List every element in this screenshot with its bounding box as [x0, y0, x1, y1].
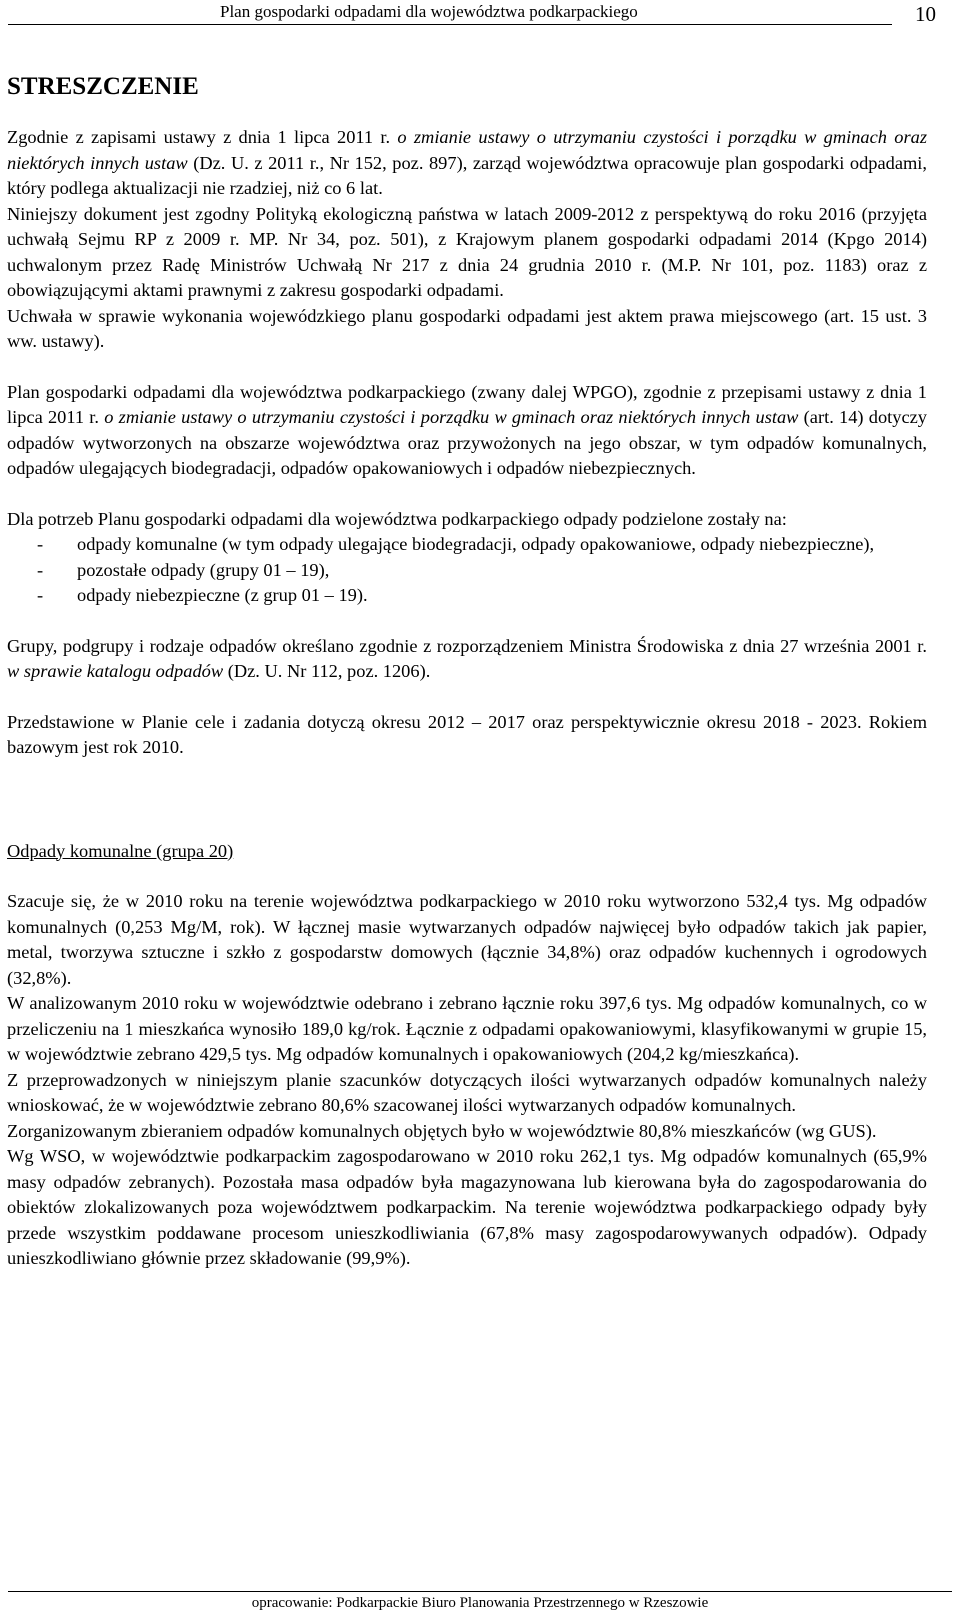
act-title-italic: o zmianie ustawy o utrzymaniu czystości i porządku w gminach oraz niektórych innych ustaw — [104, 407, 799, 427]
division-intro: Dla potrzeb Planu gospodarki odpadami dla województwa podkarpackiego odpady podzielone zostały na: — [7, 508, 787, 529]
section-heading: STRESZCZENIE — [7, 73, 199, 100]
list-item: - odpady komunalne (w tym odpady ulegające biodegradacji, odpady opakowaniowe, odpady niebezpieczne), — [37, 534, 875, 554]
municipal-paragraph: Szacuje się, że w 2010 roku na terenie województwa podkarpackiego w 2010 roku wytworzono 532,4 tys. Mg odpadów komunalnych (0,253 Mg/M, rok). W łącznej masie wytwarzanych odpadów najwięcej było odpadów takich jak papier, metal, tworzywa sztuczne i szkło z gospodarstw domowych (łącznie 34,8%) oraz odpadów kuchennych i ogrodowych (32,8%). — [7, 891, 927, 988]
act-title-italic: o zmianie ustawy o utrzymaniu czystości i porządku w gminach oraz niektórych innych ustaw — [7, 127, 927, 173]
waste-category-list — [7, 532, 927, 609]
document-body — [7, 125, 927, 1272]
catalog-paragraph: Grupy, podgrupy i rodzaje odpadów określano zgodnie z rozporządzeniem Ministra Środowiska z dnia 27 września 2001 r. w sprawie katalogu odpadów (Dz. U. Nr 112, poz. 1206). — [7, 635, 927, 681]
municipal-paragraph: W analizowanym 2010 roku w województwie odebrano i zebrano łącznie roku 397,6 tys. Mg odpadów komunalnych, co w przeliczeniu na 1 mieszkańca wynosiło 189,0 kg/rok. Łącznie z odpadami opakowaniowymi, klasyfikowanymi w grupie 15, w województwie zebrano 429,5 tys. Mg odpadów komunalnych i opakowaniowych (204,2 kg/mieszkańca). — [7, 993, 927, 1064]
header-divider — [8, 24, 892, 25]
municipal-paragraph: Wg WSO, w województwie podkarpackim zagospodarowano w 2010 roku 262,1 tys. Mg odpadów komunalnych (65,9% masy odpadów zebranych). Pozostała masa odpadów była magazynowana lub kierowana była do zagospodarowania do obiektów zlokalizowanych poza województwem podkarpackim. Na terenie województwa podkarpackiego odpady były przede wszystkim poddawane procesom unieszkodliwiania (67,8% masy zagospodarowywanych odpadów). Odpady unieszkodliwiano głównie przez składowanie (99,9%). — [7, 1146, 927, 1268]
page-footer: opracowanie: Podkarpackie Biuro Planowania Przestrzennego w Rzeszowie — [251, 1595, 709, 1611]
municipal-paragraph: Z przeprowadzonych w niniejszym planie szacunków dotyczących ilości wytwarzanych odpadów komunalnych należy wnioskować, że w województwie zebrano 80,6% szacowanej ilości wytwarzanych odpadów komunalnych. — [7, 1069, 927, 1115]
running-header-title: Plan gospodarki odpadami dla województwa podkarpackiego — [220, 2, 638, 21]
regulation-title-italic: w sprawie katalogu odpadów — [7, 661, 224, 681]
scope-paragraph: Plan gospodarki odpadami dla województwa podkarpackiego (zwany dalej WPGO), zgodnie z przepisami ustawy z dnia 1 lipca 2011 r. o zmianie ustawy o utrzymaniu czystości i porządku w gminach oraz niektórych innych ustaw (art. 14) dotyczy odpadów wytworzonych na obszarze województwa oraz przywożonych na jego obszar, w tym odpadów komunalnych, odpadów ulegających biodegradacji, odpadów opakowaniowych i odpadów niebezpiecznych. — [7, 381, 927, 478]
resolution-paragraph: Uchwała w sprawie wykonania wojewódzkiego planu gospodarki odpadami jest aktem prawa miejscowego (art. 15 ust. 3 ww. ustawy). — [7, 305, 927, 351]
footer-divider — [8, 1591, 952, 1592]
intro-paragraph: Zgodnie z zapisami ustawy z dnia 1 lipca 2011 r. o zmianie ustawy o utrzymaniu czystości i porządku w gminach oraz niektórych innych ustaw (Dz. U. z 2011 r., Nr 152, poz. 897), zarząd województwa opracowuje plan gospodarki odpadami, który podlega aktualizacji nie rzadziej, niż co 6 lat. — [7, 127, 927, 198]
period-paragraph: Przedstawione w Planie cele i zadania dotyczą okresu 2012 – 2017 oraz perspektywicznie okresu 2018 - 2023. Rokiem bazowym jest rok 2010. — [7, 711, 927, 757]
municipal-paragraph: Zorganizowanym zbieraniem odpadów komunalnych objętych było w województwie 80,8% mieszkańców (wg GUS). — [7, 1120, 877, 1141]
subsection-heading: Odpady komunalne (grupa 20) — [7, 840, 234, 861]
list-item: - odpady niebezpieczne (z grup 01 – 19). — [37, 585, 368, 605]
list-item: - pozostałe odpady (grupy 01 – 19), — [37, 559, 330, 580]
page-number: 10 — [915, 2, 936, 26]
compliance-paragraph: Niniejszy dokument jest zgodny Polityką ekologiczną państwa w latach 2009-2012 z perspektywą do roku 2016 (przyjęta uchwałą Sejmu RP z 2009 r. MP. Nr 34, poz. 501), z Krajowym planem gospodarki odpadami 2014 (Kpgo 2014) uchwalonym przez Radę Ministrów Uchwałą Nr 217 z dnia 24 grudnia 2010 r. (M.P. Nr 101, poz. 1183) oraz z obowiązującymi aktami prawnymi z zakresu gospodarki odpadami. — [7, 203, 927, 300]
